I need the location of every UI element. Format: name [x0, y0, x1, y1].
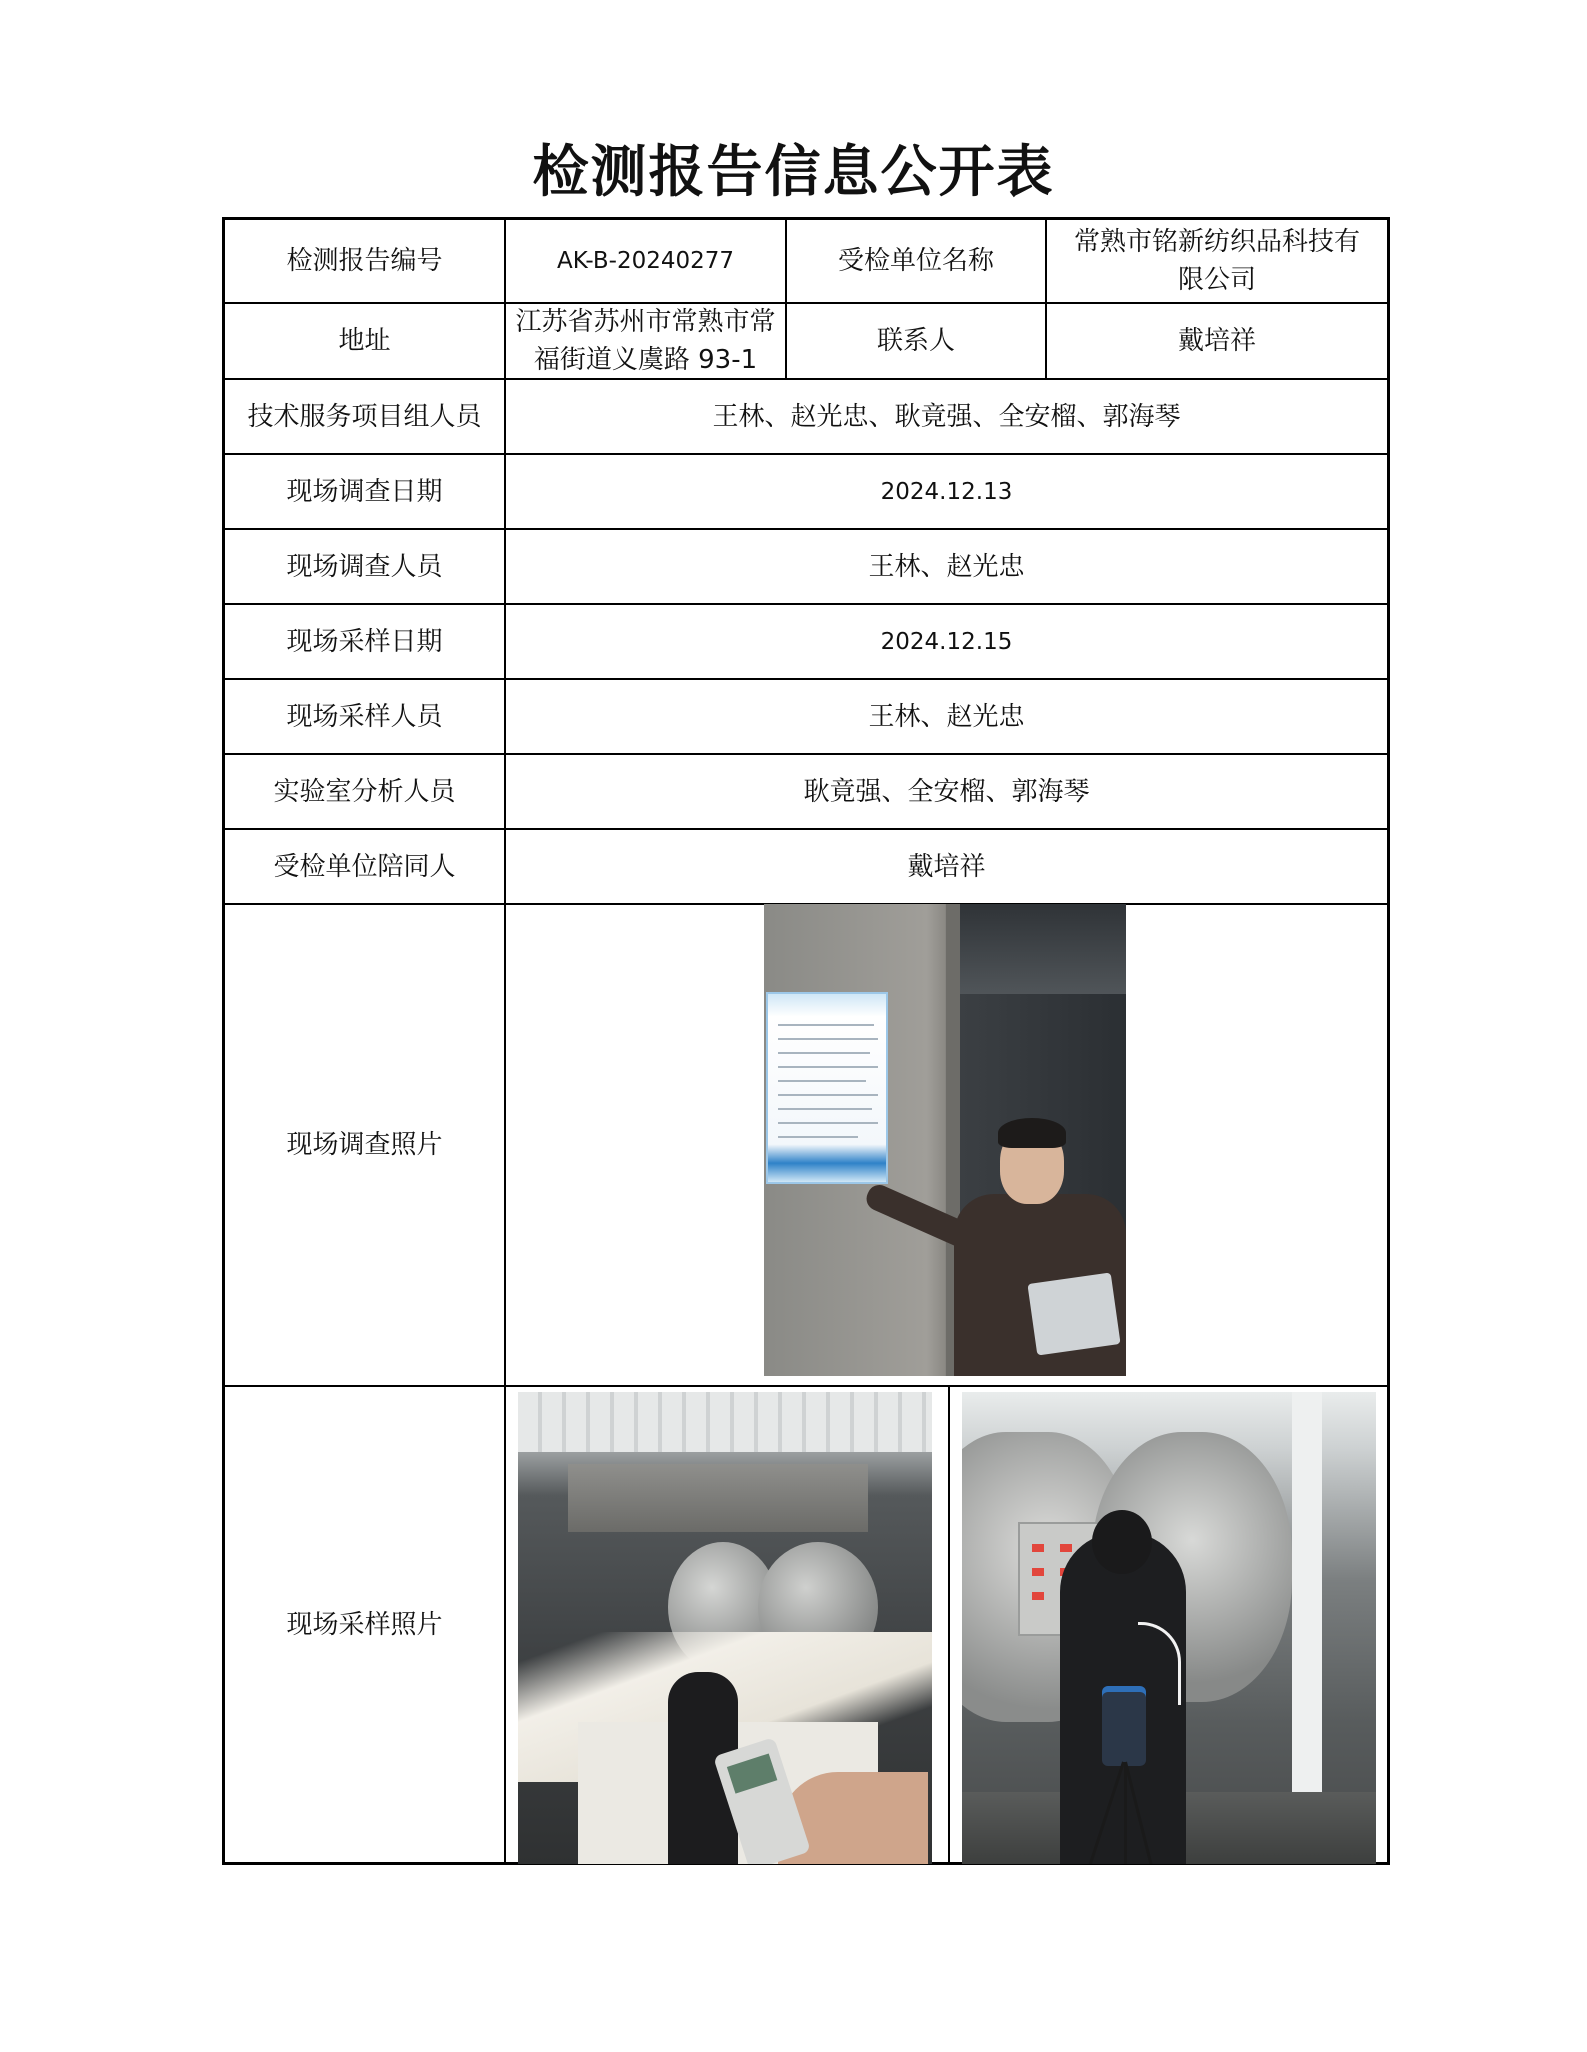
unit-name-label: 受检单位名称: [837, 246, 994, 276]
sampling-date-label: 现场采样日期: [286, 626, 443, 657]
sampling-staff-label: 现场采样人员: [286, 701, 443, 732]
sampling-photo-machines: [518, 1392, 932, 1864]
sampling-photo-tripod: [962, 1392, 1376, 1864]
address-label: 地址: [338, 326, 391, 356]
lab-staff-label: 实验室分析人员: [273, 776, 456, 807]
survey-photo-label: 现场调查照片: [286, 1130, 443, 1160]
survey-staff-label: 现场调查人员: [286, 551, 443, 582]
contact-label: 联系人: [876, 326, 955, 356]
lab-staff-value: 耿竟强、全安榴、郭海琴: [803, 776, 1090, 807]
survey-date-label: 现场调查日期: [286, 476, 443, 507]
report-no-label: 检测报告编号: [286, 246, 443, 276]
sampling-photo-label: 现场采样照片: [286, 1609, 443, 1640]
sampling-staff-value: 王林、赵光忠: [868, 701, 1025, 732]
sampling-date-value: 2024.12.15: [880, 628, 1013, 655]
address-value: 江苏省苏州市常熟市常福街道义虞路 93-1: [515, 307, 776, 375]
page-title: 检测报告信息公开表: [532, 139, 1055, 205]
escort-value: 戴培祥: [907, 851, 986, 882]
survey-staff-value: 王林、赵光忠: [868, 551, 1025, 582]
project-team-value: 王林、赵光忠、耿竟强、全安榴、郭海琴: [712, 401, 1181, 432]
notice-poster: [766, 992, 888, 1184]
escort-label: 受检单位陪同人: [273, 851, 456, 882]
noise-meter-on-tripod: [1102, 1692, 1146, 1766]
survey-photo: [764, 904, 1126, 1376]
project-team-label: 技术服务项目组人员: [247, 401, 482, 432]
unit-name-value: 常熟市铭新纺织品科技有限公司: [1073, 227, 1360, 295]
survey-date-value: 2024.12.13: [880, 478, 1013, 505]
contact-value: 戴培祥: [1177, 326, 1256, 356]
report-no-value: AK-B-20240277: [556, 248, 735, 274]
